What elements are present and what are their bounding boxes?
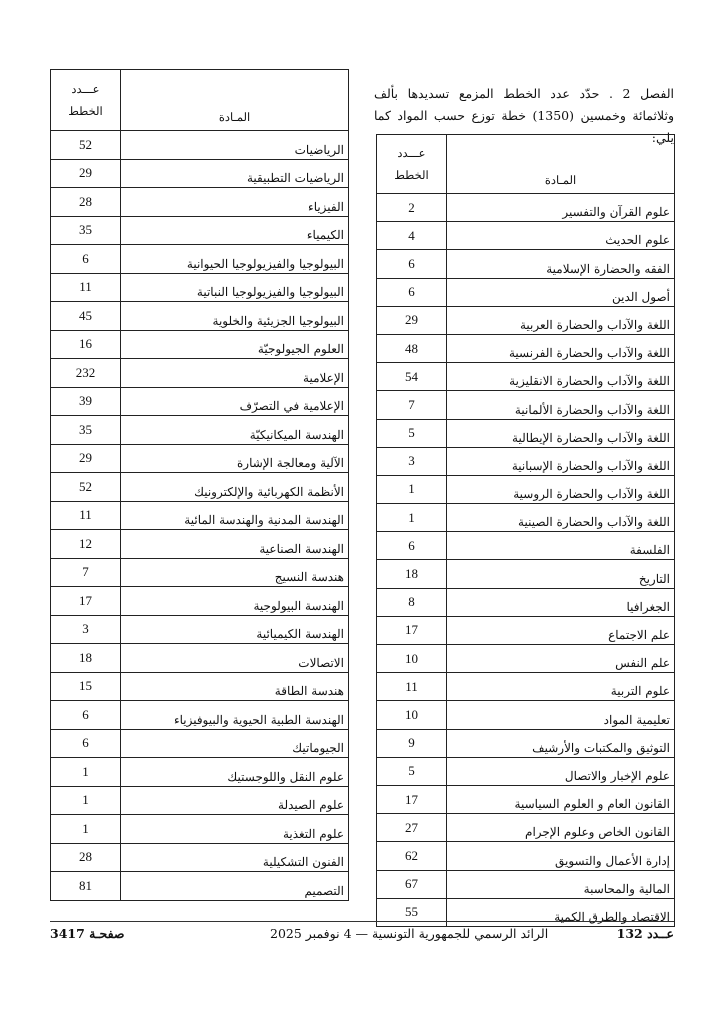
table-row (51, 558, 349, 587)
count-cell: 39 (51, 387, 121, 416)
subject-cell: التوثيق والمكتبات والأرشيف (447, 729, 675, 757)
subject-cell: علوم الحديث (447, 222, 675, 250)
count-cell: 11 (377, 673, 447, 701)
count-cell: 9 (377, 729, 447, 757)
footer-page-number: صفحـة 3417 (50, 926, 125, 941)
count-cell: 29 (51, 159, 121, 188)
subject-cell: القانون الخاص وعلوم الإجرام (447, 814, 675, 842)
table-row (51, 302, 349, 331)
count-cell: 52 (51, 473, 121, 502)
count-cell: 2 (377, 194, 447, 222)
count-cell: 17 (377, 616, 447, 644)
table-row (377, 475, 675, 503)
table-row (51, 615, 349, 644)
subject-cell: تعليمية المواد (447, 701, 675, 729)
page-footer (50, 926, 674, 946)
count-cell: 27 (377, 814, 447, 842)
table-row (51, 672, 349, 701)
subject-cell: الجغرافيا (447, 588, 675, 616)
table-row (51, 644, 349, 673)
count-cell: 232 (51, 359, 121, 388)
table-row (377, 391, 675, 419)
subject-cell: اللغة والآداب والحضارة الصينية (447, 504, 675, 532)
count-cell: 62 (377, 842, 447, 870)
subject-cell: الإعلامية (121, 359, 349, 388)
subject-cell: الرياضيات (121, 131, 349, 160)
table-row (377, 532, 675, 560)
count-cell: 17 (377, 785, 447, 813)
table-row (51, 159, 349, 188)
count-column-header (377, 135, 447, 194)
table-row (377, 222, 675, 250)
subject-cell: اللغة والآداب والحضارة العربية (447, 306, 675, 334)
count-cell: 52 (51, 131, 121, 160)
subject-cell: اللغة والآداب والحضارة الانقليزية (447, 363, 675, 391)
subject-cell: التاريخ (447, 560, 675, 588)
table-row (377, 278, 675, 306)
count-cell: 29 (51, 444, 121, 473)
count-cell: 6 (51, 701, 121, 730)
table-row (51, 387, 349, 416)
count-cell: 15 (51, 672, 121, 701)
count-cell: 12 (51, 530, 121, 559)
count-cell: 1 (377, 475, 447, 503)
table-row (377, 814, 675, 842)
table-row (377, 757, 675, 785)
table-row (377, 447, 675, 475)
subject-cell: الهندسة الطبية الحيوية والبيوفيزياء (121, 701, 349, 730)
table-row (51, 815, 349, 844)
table-row (377, 842, 675, 870)
subject-cell: اللغة والآداب والحضارة الألمانية (447, 391, 675, 419)
table-row (51, 416, 349, 445)
subject-cell: هندسة الطاقة (121, 672, 349, 701)
count-cell: 28 (51, 188, 121, 217)
count-cell: 1 (51, 815, 121, 844)
count-cell: 3 (377, 447, 447, 475)
subject-cell: الهندسة الميكانيكيّة (121, 416, 349, 445)
count-cell: 5 (377, 419, 447, 447)
subject-cell: علوم القرآن والتفسير (447, 194, 675, 222)
subject-cell: أصول الدين (447, 278, 675, 306)
subjects-table-left (50, 69, 349, 901)
subject-cell: الفنون التشكيلية (121, 843, 349, 872)
count-cell: 55 (377, 898, 447, 926)
subject-cell: اللغة والآداب والحضارة الإيطالية (447, 419, 675, 447)
count-column-header (51, 70, 121, 131)
table-row (51, 216, 349, 245)
count-header-line1: عـــدد (71, 82, 100, 96)
count-cell: 67 (377, 870, 447, 898)
count-cell: 4 (377, 222, 447, 250)
table-row (377, 673, 675, 701)
count-cell: 1 (377, 504, 447, 532)
subject-cell: الفلسفة (447, 532, 675, 560)
subject-cell: الهندسة الصناعية (121, 530, 349, 559)
table-row (51, 501, 349, 530)
count-cell: 10 (377, 645, 447, 673)
table-row (377, 334, 675, 362)
table-row (51, 872, 349, 901)
subject-cell: علوم التغذية (121, 815, 349, 844)
subject-column-header: المـادة (121, 70, 349, 131)
subject-cell: الهندسة الكيميائية (121, 615, 349, 644)
subjects-table-right-body (377, 194, 675, 927)
subject-cell: الجيوماتيك (121, 729, 349, 758)
article-2-paragraph: الفصل 2 . حدّد عدد الخطط المزمع تسديدها بألف وثلاثمائة وخمسين (1350) خطة توزع حسب المواد كما يلي: (374, 85, 674, 145)
count-cell: 6 (377, 532, 447, 560)
table-row (51, 758, 349, 787)
count-header-line2: الخطط (68, 104, 103, 118)
subjects-table-left-body (51, 131, 349, 901)
subject-cell: العلوم الجيولوجيّة (121, 330, 349, 359)
count-cell: 6 (377, 250, 447, 278)
table-row (51, 131, 349, 160)
subject-cell: الآلية ومعالجة الإشارة (121, 444, 349, 473)
count-cell: 29 (377, 306, 447, 334)
table-row (377, 701, 675, 729)
subject-cell: الهندسة المدنية والهندسة المائية (121, 501, 349, 530)
subject-cell: الرياضيات التطبيقية (121, 159, 349, 188)
subject-cell: البيولوجيا والفيزيولوجيا الحيوانية (121, 245, 349, 274)
table-row (51, 786, 349, 815)
table-row (51, 701, 349, 730)
count-header-line2: الخطط (394, 168, 429, 182)
table-row (377, 504, 675, 532)
count-cell: 5 (377, 757, 447, 785)
subject-cell: القانون العام و العلوم السياسية (447, 785, 675, 813)
subject-cell: المالية والمحاسبة (447, 870, 675, 898)
subject-cell: الاقتصاد والطرق الكمية (447, 898, 675, 926)
count-cell: 35 (51, 216, 121, 245)
table-row (51, 587, 349, 616)
subject-cell: علوم الصيدلة (121, 786, 349, 815)
table-row (377, 785, 675, 813)
count-cell: 28 (51, 843, 121, 872)
subject-cell: الفقه والحضارة الإسلامية (447, 250, 675, 278)
count-cell: 1 (51, 758, 121, 787)
subject-cell: علوم النقل واللوجستيك (121, 758, 349, 787)
count-cell: 6 (377, 278, 447, 306)
subject-cell: علم الاجتماع (447, 616, 675, 644)
subject-cell: البيولوجيا الجزيئية والخلوية (121, 302, 349, 331)
count-cell: 6 (51, 245, 121, 274)
count-cell: 45 (51, 302, 121, 331)
subject-cell: اللغة والآداب والحضارة الروسية (447, 475, 675, 503)
count-cell: 11 (51, 273, 121, 302)
subject-cell: الكيمياء (121, 216, 349, 245)
count-cell: 7 (377, 391, 447, 419)
subject-cell: علوم الإخبار والاتصال (447, 757, 675, 785)
count-cell: 10 (377, 701, 447, 729)
subject-cell: الفيزياء (121, 188, 349, 217)
table-row (377, 898, 675, 926)
subject-cell: اللغة والآداب والحضارة الإسبانية (447, 447, 675, 475)
subject-cell: هندسة النسيج (121, 558, 349, 587)
count-cell: 8 (377, 588, 447, 616)
count-cell: 7 (51, 558, 121, 587)
table-row (377, 250, 675, 278)
table-row (51, 843, 349, 872)
count-cell: 18 (377, 560, 447, 588)
footer-issue-number: عــدد 132 (616, 926, 674, 941)
count-cell: 48 (377, 334, 447, 362)
table-row (377, 870, 675, 898)
table-row (377, 419, 675, 447)
table-row (377, 363, 675, 391)
count-cell: 81 (51, 872, 121, 901)
table-header-row (377, 135, 675, 194)
table-row (51, 729, 349, 758)
table-row (51, 359, 349, 388)
subject-cell: الهندسة البيولوجية (121, 587, 349, 616)
subject-cell: الأنظمة الكهربائية والإلكترونيك (121, 473, 349, 502)
table-row (51, 473, 349, 502)
table-row (377, 645, 675, 673)
table-row (51, 330, 349, 359)
count-cell: 35 (51, 416, 121, 445)
subject-cell: التصميم (121, 872, 349, 901)
table-row (377, 560, 675, 588)
subjects-table-right (376, 134, 675, 927)
count-cell: 3 (51, 615, 121, 644)
subject-cell: علم النفس (447, 645, 675, 673)
subject-cell: اللغة والآداب والحضارة الفرنسية (447, 334, 675, 362)
subject-cell: إدارة الأعمال والتسويق (447, 842, 675, 870)
footer-journal-title: الرائد الرسمي للجمهورية التونسية — 4 نوفمبر 2025 (270, 926, 549, 941)
table-row (377, 616, 675, 644)
table-row (377, 588, 675, 616)
table-row (377, 306, 675, 334)
count-cell: 18 (51, 644, 121, 673)
subject-column-header: المـادة (447, 135, 675, 194)
table-row (377, 729, 675, 757)
count-cell: 17 (51, 587, 121, 616)
table-row (51, 245, 349, 274)
count-cell: 6 (51, 729, 121, 758)
subject-cell: علوم التربية (447, 673, 675, 701)
count-cell: 54 (377, 363, 447, 391)
table-row (51, 188, 349, 217)
footer-divider (50, 921, 674, 922)
count-cell: 1 (51, 786, 121, 815)
count-cell: 16 (51, 330, 121, 359)
table-header-row (51, 70, 349, 131)
subject-cell: البيولوجيا والفيزيولوجيا النباتية (121, 273, 349, 302)
table-row (377, 194, 675, 222)
table-row (51, 530, 349, 559)
table-row (51, 444, 349, 473)
count-header-line1: عـــدد (397, 146, 426, 160)
subject-cell: الإعلامية في التصرّف (121, 387, 349, 416)
count-cell: 11 (51, 501, 121, 530)
subject-cell: الاتصالات (121, 644, 349, 673)
table-row (51, 273, 349, 302)
